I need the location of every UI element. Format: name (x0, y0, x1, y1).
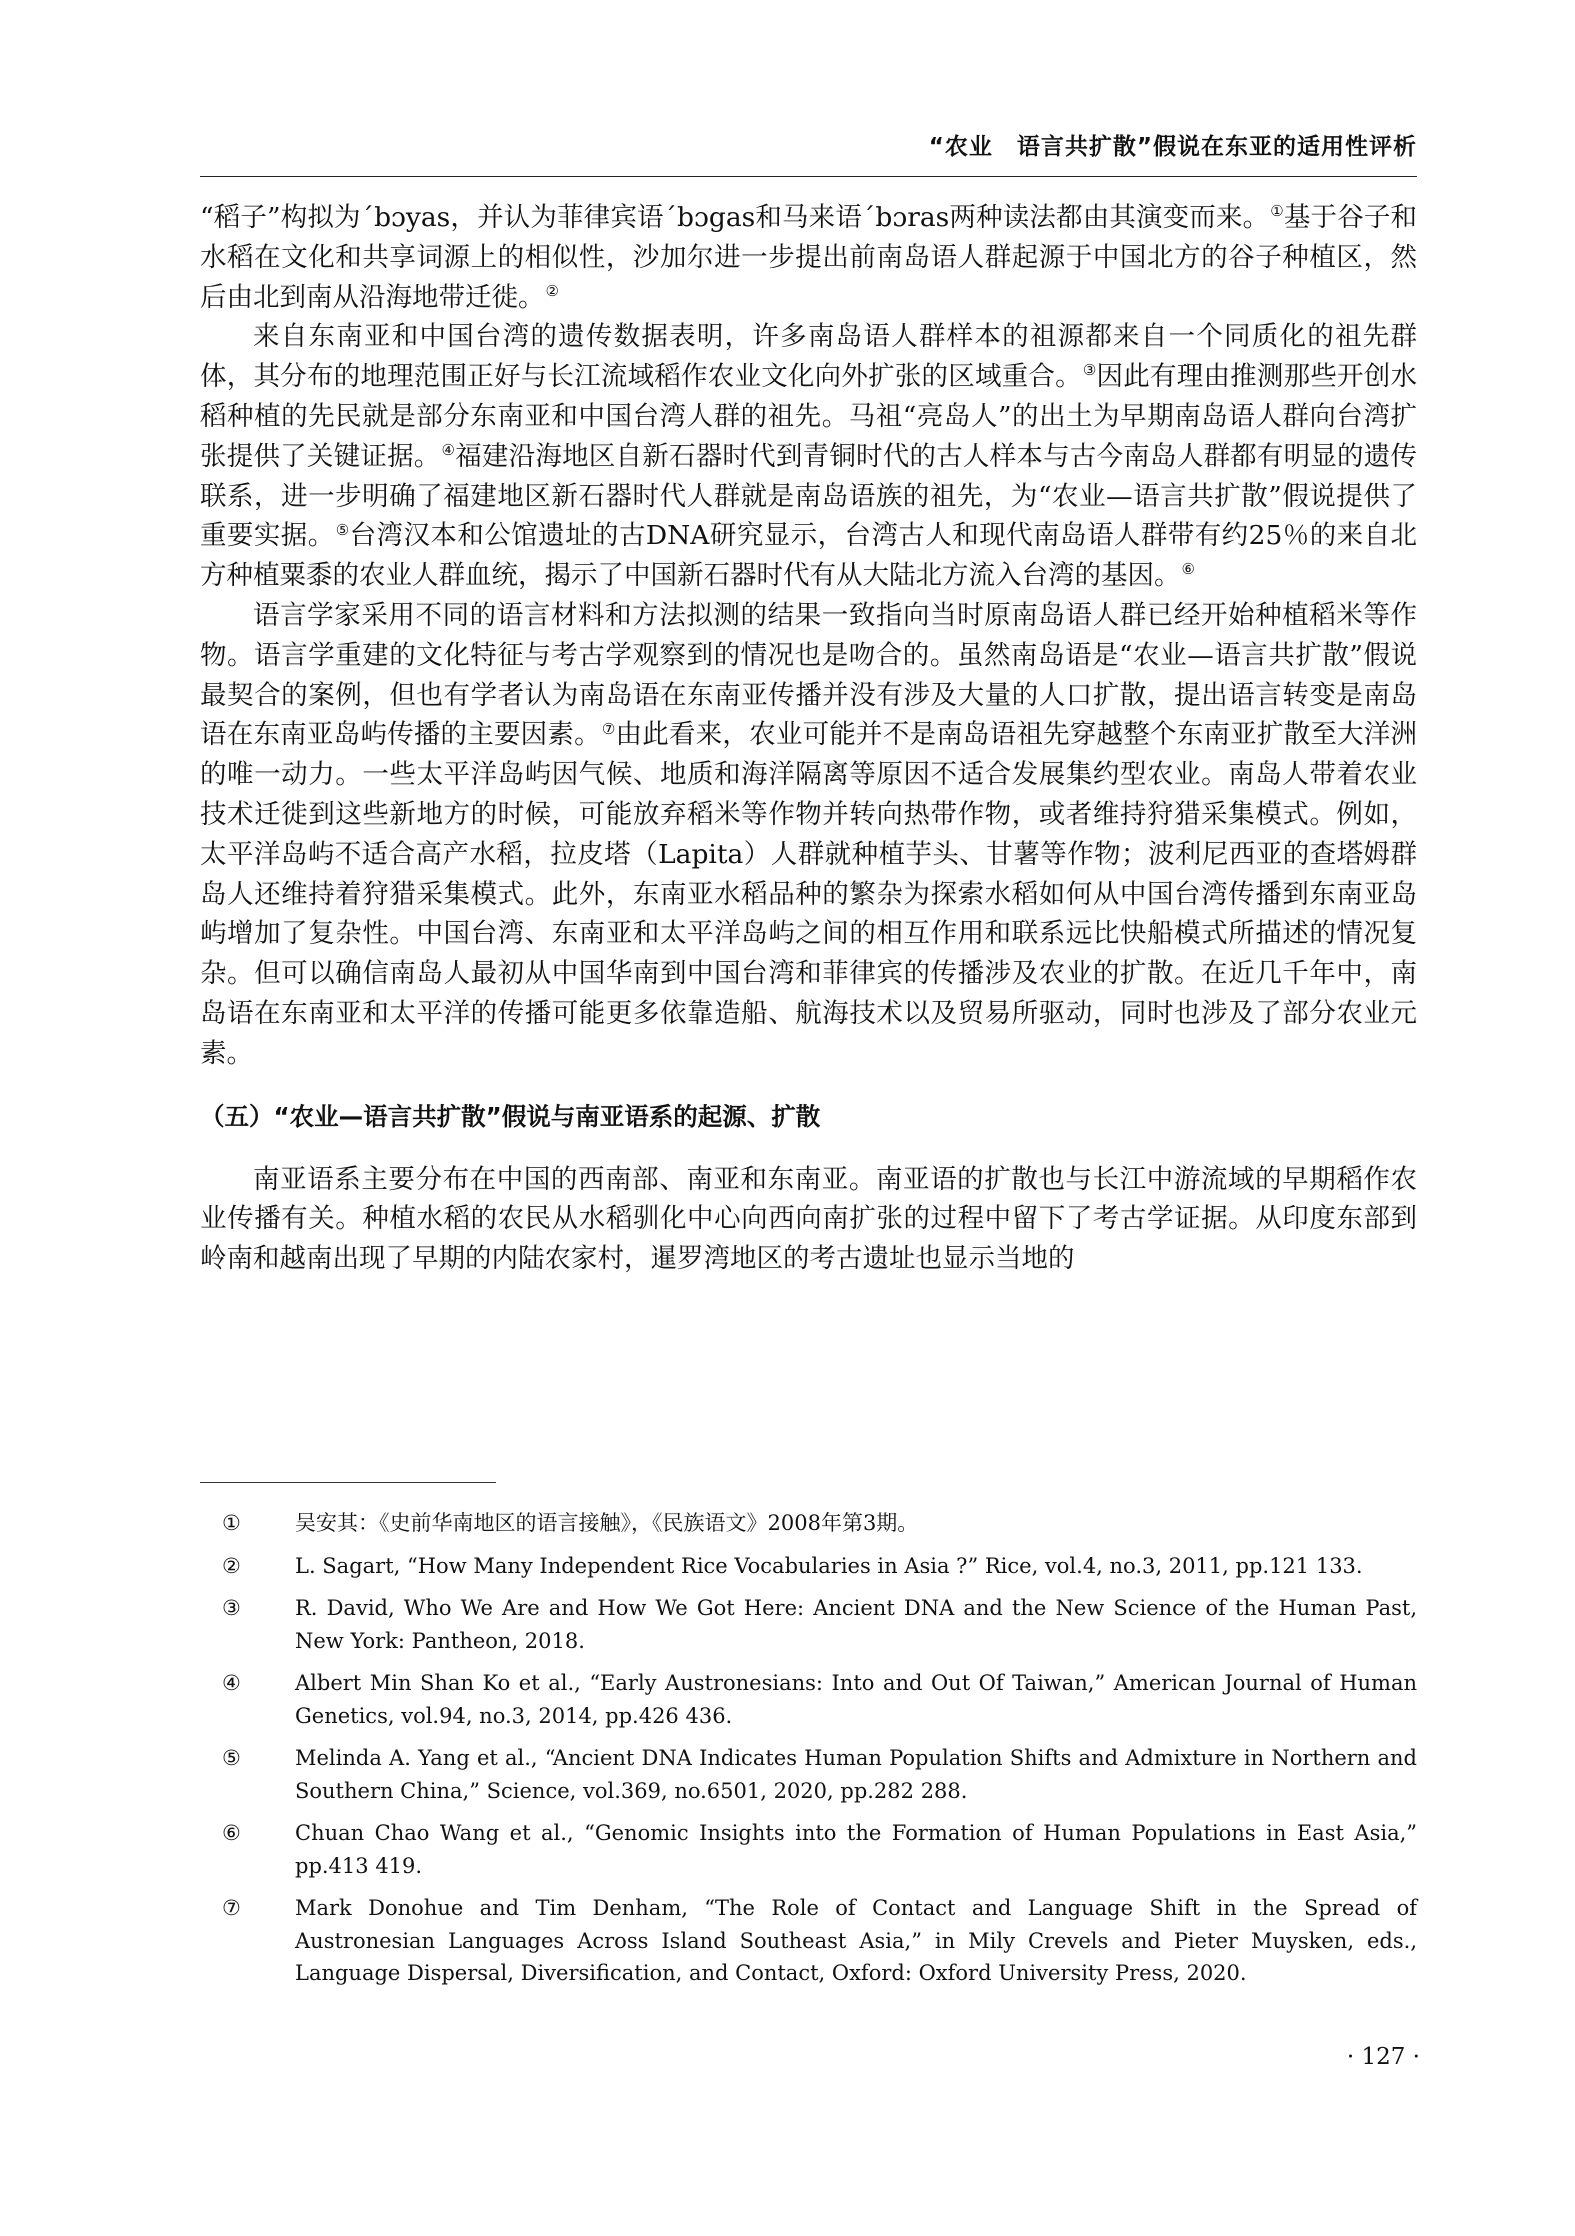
text-run: 由此看来，农业可能并不是南岛语祖先穿越整个东南亚扩散至大洋洲的唯一动力。一些太平洋岛屿因气候、地质和海洋隔离等原因不适合发展集约型农业。南岛人带着农业技术迁徙到这些新地方的时候，可能放弃稻米等作物并转向热带作物，或者维持狩猎采集模式。例如，太平洋岛屿不适合高产水稻，拉皮塔（Lapita）人群就种植芋头、甘薯等作物；波利尼西亚的查塔姆群岛人还维持着狩猎采集模式。此外，东南亚水稻品种的繁杂为探索水稻如何从中国台湾传播到东南亚岛屿增加了复杂性。中国台湾、东南亚和太平洋岛屿之间的相互作用和联系远比快船模式所描述的情况复杂。但可以确信南岛人最初从中国华南到中国台湾和菲律宾的传播涉及农业的扩散。在近几千年中，南岛语在东南亚和太平洋的传播可能更多依靠造船、航海技术以及贸易所驱动，同时也涉及了部分农业元素。 (200, 719, 1418, 1069)
footnote-text: L. Sagart, “How Many Independent Rice Vocabularies in Asia ?” Rice, vol.4, no.3, 2011, pp.121 133. (295, 1553, 1363, 1578)
footnote-5 (200, 1742, 1417, 1807)
footnote-number: ② (222, 1553, 241, 1578)
footnote-4 (200, 1667, 1417, 1732)
footnotes (200, 1507, 1417, 2000)
text-run: 因此有理由推测那些开创水稻种植的先民就是部分东南亚和中国台湾人群的祖先。马祖“亮岛人”的出土为早期南岛语人群向台湾扩张提供了关键证据。 (200, 361, 1418, 472)
footnote-marker: ⑥ (1181, 560, 1195, 579)
footnote-text: R. David, Who We Are and How We Got Here: Ancient DNA and the New Science of the Human Past, New York: Pantheon, 2018. (295, 1596, 1417, 1653)
text-run: 南亚语系主要分布在中国的西南部、南亚和东南亚。南亚语的扩散也与长江中游流域的早期稻作农业传播有关。种植水稻的农民从水稻驯化中心向西向南扩张的过程中留下了考古学证据。从印度东部到岭南和越南出现了早期的内陆农家村，暹罗湾地区的考古遗址也显示当地的 (200, 1163, 1417, 1275)
text-run: 福建沿海地区自新石器时代到青铜时代的古人样本与古今南岛人群都有明显的遗传联系，进一步明确了福建地区新石器时代人群就是南岛语族的祖先，为“农业—语言共扩散”假说提供了重要实据。 (200, 440, 1418, 552)
footnote-3 (200, 1592, 1417, 1657)
footnote-6 (200, 1817, 1417, 1882)
footnote-text: Melinda A. Yang et al., “Ancient DNA Indicates Human Population Shifts and Admixture in Northern and Southern China,” Science, vol.369, no.6501, 2020, pp.282 288. (295, 1746, 1417, 1803)
paragraph-3 (200, 596, 1417, 1074)
footnote-marker: ① (1270, 202, 1284, 221)
footnote-number: ⑤ (222, 1746, 241, 1770)
section-heading: （五）“农业—语言共扩散”假说与南亚语系的起源、扩散 (200, 1101, 821, 1131)
footnote-marker: ③ (1082, 361, 1097, 380)
footnote-number: ⑦ (222, 1896, 241, 1920)
main-body (200, 198, 1417, 1279)
footnote-number: ① (222, 1511, 241, 1535)
text-run: 语言学家采用不同的语言材料和方法拟测的结果一致指向当时原南岛语人群已经开始种植稻米等作物。语言学重建的文化特征与考古学观察到的情况也是吻合的。虽然南岛语是“农业—语言共扩散”假说最契合的案例，但也有学者认为南岛语在东南亚传播并没有涉及大量的人口扩散，提出语言转变是南岛语在东南亚岛屿传播的主要因素。 (200, 599, 1417, 751)
running-header: “农业 语言共扩散”假说在东亚的适用性评析 (928, 134, 1417, 160)
footnote-text: Chuan Chao Wang et al., “Genomic Insights into the Formation of Human Populations in East Asia,” pp.413 419. (295, 1821, 1417, 1878)
footnote-7 (200, 1892, 1417, 1990)
text-run: 基于谷子和水稻在文化和共享词源上的相似性，沙加尔进一步提出前南岛语人群起源于中国北方的谷子种植区，然后由北到南从沿海地带迁徙。 (200, 202, 1418, 313)
footnote-number: ④ (222, 1671, 241, 1695)
header-rule (200, 176, 1417, 177)
page-number: · 127 · (1346, 2044, 1420, 2070)
footnote-text: Mark Donohue and Tim Denham, “The Role of Contact and Language Shift in the Spread of Austronesian Languages Across Island Southeast Asia,” in Mily Crevels and Pieter Muysken, eds., Language Dispersal, Diversification, and Contact, Oxford: Oxford University Press, 2020. (295, 1896, 1417, 1985)
text-run: 台湾汉本和公馆遗址的古DNA研究显示，台湾古人和现代南岛语人群带有约25％的来自北方种植粟黍的农业人群血统，揭示了中国新石器时代有从大陆北方流入台湾的基因。 (200, 520, 1418, 592)
footnote-number: ⑥ (222, 1821, 241, 1845)
footnote-text: 吴安其：《史前华南地区的语言接触》，《民族语文》2008年第3期。 (295, 1511, 919, 1535)
paragraph-2 (200, 317, 1417, 596)
footnote-marker: ② (545, 281, 559, 300)
text-run: 来自东南亚和中国台湾的遗传数据表明，许多南岛语人群样本的祖源都来自一个同质化的祖先群体，其分布的地理范围正好与长江流域稻作农业文化向外扩张的区域重合。 (200, 321, 1417, 393)
footnote-2 (200, 1550, 1417, 1583)
footnote-marker: ⑦ (601, 719, 616, 738)
footnote-marker: ④ (441, 440, 456, 459)
footnote-1 (200, 1507, 1417, 1540)
footnote-marker: ⑤ (335, 520, 350, 539)
text-run: “稻子”构拟为ˊbɔyas，并认为菲律宾语ˊbɔgas和马来语ˊbɔras两种读法都由其演变而来。 (200, 202, 1270, 233)
paragraph-1 (200, 198, 1417, 317)
footnote-rule (200, 1482, 496, 1483)
paragraph-4 (200, 1160, 1417, 1279)
footnote-text: Albert Min Shan Ko et al., “Early Austronesians: Into and Out Of Taiwan,” American Journal of Human Genetics, vol.94, no.3, 2014, pp.426 436. (295, 1671, 1417, 1728)
footnote-number: ③ (222, 1596, 241, 1620)
